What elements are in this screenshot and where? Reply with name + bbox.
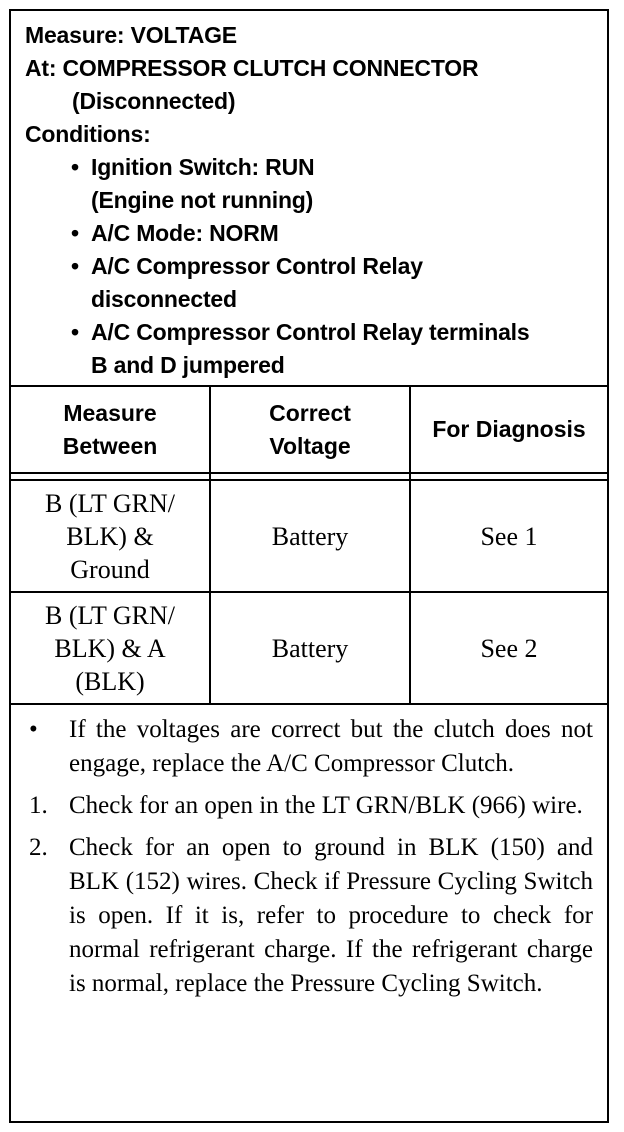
measure-line: Measure: VOLTAGE — [25, 22, 237, 48]
condition-text: Ignition Switch: RUN — [91, 154, 315, 180]
note-item — [25, 789, 593, 823]
bullet-icon: • — [71, 154, 79, 180]
note-item — [25, 831, 593, 1001]
column-header-for-diagnosis — [411, 387, 607, 472]
note-item — [25, 713, 593, 781]
conditions-header — [11, 11, 607, 385]
condition-item — [25, 217, 607, 250]
header-text: Correct — [269, 399, 351, 426]
at-note: (Disconnected) — [72, 88, 236, 114]
condition-text: (Engine not running) — [91, 187, 314, 213]
diagnosis-notes — [11, 705, 607, 1009]
column-header-correct-voltage — [211, 387, 409, 472]
table-cell-for-diagnosis: See 1 — [480, 521, 538, 551]
diagnostic-sheet — [9, 9, 609, 1123]
note-number: 2. — [29, 834, 48, 861]
note-text: Check for an open in the LT GRN/BLK (966) wire. — [69, 792, 583, 819]
voltage-table — [11, 385, 607, 705]
cell-text: BLK) & A — [54, 633, 166, 663]
condition-item — [25, 151, 607, 184]
bullet-icon: • — [29, 716, 38, 743]
note-number: 1. — [29, 792, 48, 819]
conditions-label: Conditions: — [25, 121, 151, 147]
bullet-icon: • — [71, 253, 79, 279]
cell-text: BLK) & — [66, 521, 154, 551]
header-rule — [11, 472, 607, 474]
cell-text: B (LT GRN/ — [44, 600, 176, 630]
table-cell-for-diagnosis: See 2 — [480, 633, 538, 663]
condition-item — [25, 316, 607, 349]
cell-text: (BLK) — [75, 666, 145, 696]
header-text: Measure — [63, 399, 157, 426]
condition-text: A/C Mode: NORM — [91, 220, 279, 246]
table-cell-correct-voltage: Battery — [271, 633, 349, 663]
header-text: For Diagnosis — [432, 416, 586, 442]
header-text: Between — [62, 432, 158, 459]
note-text: If the voltages are correct but the clutch does not engage, replace the A/C Compressor Clutch. — [69, 716, 593, 777]
column-header-measure-between — [11, 387, 209, 472]
condition-item — [25, 250, 607, 283]
condition-text: B and D jumpered — [91, 352, 285, 378]
at-line: At: COMPRESSOR CLUTCH CONNECTOR — [25, 55, 479, 81]
bullet-icon: • — [71, 220, 79, 246]
bullet-icon: • — [71, 319, 79, 345]
header-text: Voltage — [269, 432, 351, 459]
cell-text: B (LT GRN/ — [44, 488, 176, 518]
table-cell-measure-between — [11, 593, 209, 703]
note-text: Check for an open to ground in BLK (150) and BLK (152) wires. Check if Pressure Cycling Switch is open. If it is, refer to procedure to check for normal refrigerant charge. If the refrigerant charge is normal, replace the Pressure Cycling Switch. — [69, 834, 593, 997]
condition-text: A/C Compressor Control Relay terminals — [91, 319, 530, 345]
table-cell-correct-voltage: Battery — [271, 521, 349, 551]
condition-text: A/C Compressor Control Relay — [91, 253, 423, 279]
cell-text: Ground — [70, 554, 150, 584]
condition-text: disconnected — [91, 286, 237, 312]
table-cell-measure-between — [11, 481, 209, 591]
